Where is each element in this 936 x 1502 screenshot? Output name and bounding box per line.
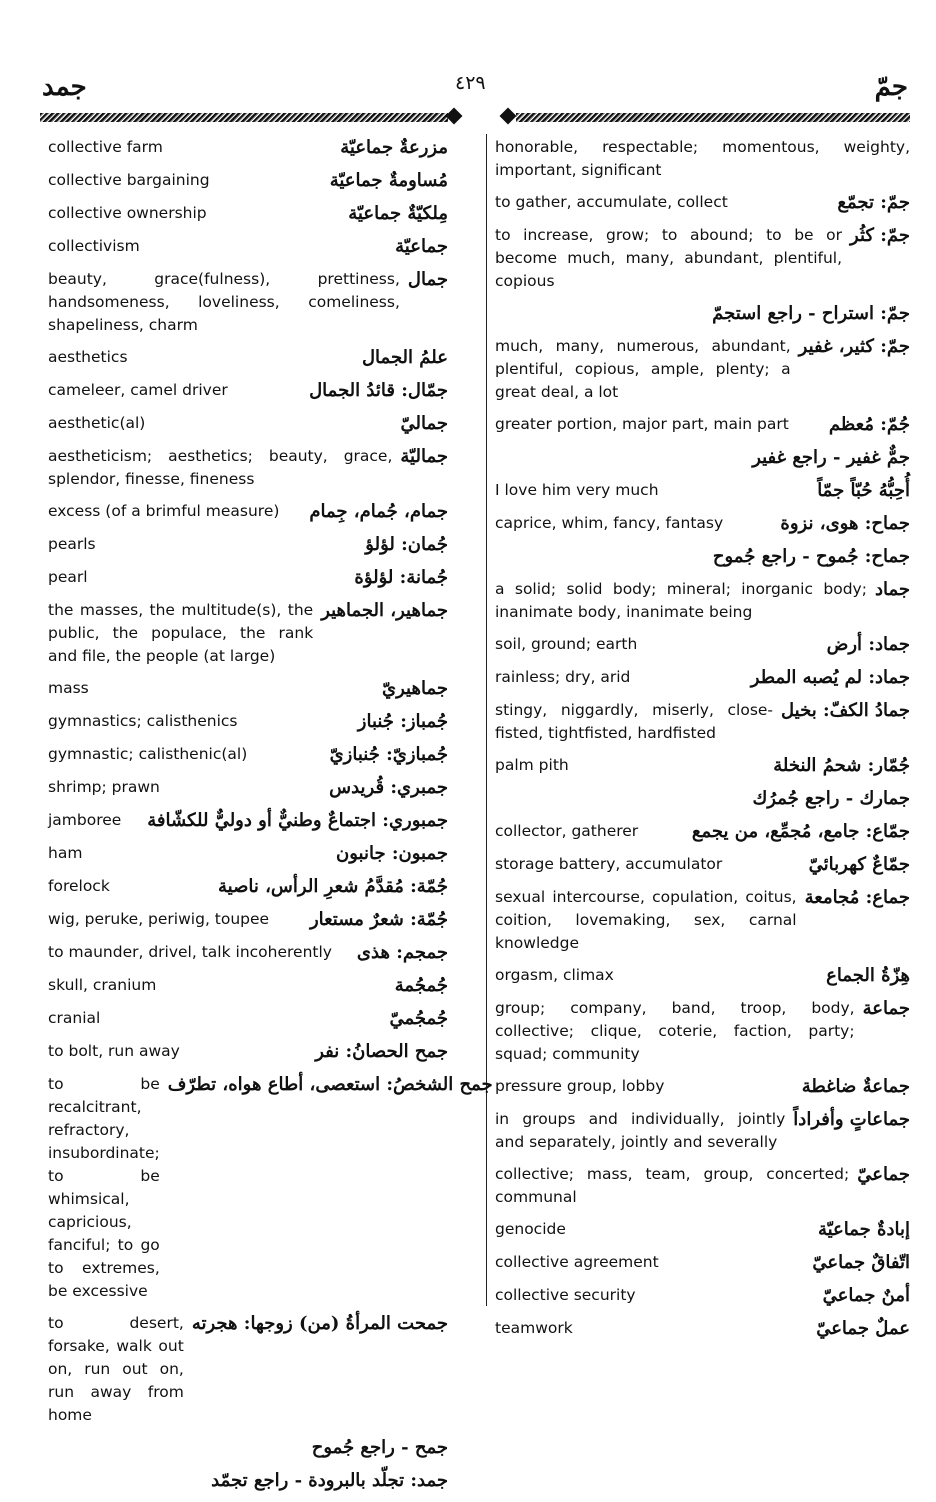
english-definition: collective; mass, team, group, concerted; communal (495, 1165, 850, 1206)
dictionary-entry (495, 633, 910, 657)
english-definition: collective ownership (48, 204, 207, 222)
arabic-headword: أُحِبُّهُ حُبّاً جمّاً (817, 480, 910, 501)
english-definition: genocide (495, 1220, 566, 1238)
dictionary-entry (48, 566, 448, 590)
english-definition: caprice, whim, fancy, fantasy (495, 514, 724, 532)
english-definition: much, many, numerous, abundant, plentiful, copious, ample, plenty; a great deal, a lot (495, 337, 791, 401)
arabic-headword: عملٌ جماعيّ (816, 1318, 910, 1339)
right-column (495, 136, 910, 1350)
running-head-left: جمد (42, 72, 87, 102)
arabic-headword: جُمباز: جُنباز (357, 711, 448, 732)
dictionary-entry (495, 335, 910, 404)
arabic-headword: أمنٌ جماعيّ (822, 1285, 910, 1306)
english-definition: greater portion, major part, main part (495, 415, 789, 433)
arabic-headword: جمد: تجلّد بالبرودة - راجع تجمّد (211, 1470, 448, 1491)
english-definition: jamboree (48, 811, 122, 829)
dictionary-entry (48, 235, 448, 259)
arabic-headword: جمح الحصانُ: نفر (315, 1041, 448, 1062)
dictionary-entry (48, 202, 448, 226)
arabic-headword: مزرعةٌ جماعيّة (340, 137, 448, 158)
english-definition: collective farm (48, 138, 163, 156)
english-definition: pearl (48, 568, 88, 586)
arabic-headword: جُمان: لؤلؤ (365, 534, 448, 555)
dictionary-entry (495, 446, 910, 470)
header-ornament-left (40, 108, 464, 126)
dictionary-entry (48, 974, 448, 998)
dictionary-entry (495, 1284, 910, 1308)
dictionary-entry (48, 842, 448, 866)
english-definition: stingy, niggardly, miserly, close-fisted, tightfisted, hardfisted (495, 701, 774, 742)
english-definition: I love him very much (495, 481, 659, 499)
dictionary-entry (495, 302, 910, 326)
english-definition: a solid; solid body; mineral; inorganic body; inanimate body, inanimate being (495, 580, 867, 621)
arabic-headword: جمحت المرأةُ (من) زوجها: هجرته (191, 1313, 448, 1334)
arabic-headword: جماعيّ (857, 1164, 910, 1185)
dictionary-entry (495, 820, 910, 844)
dictionary-entry (495, 1251, 910, 1275)
dictionary-entry (495, 1317, 910, 1341)
arabic-headword: جماليّ (400, 413, 448, 434)
dictionary-entry (48, 1040, 448, 1064)
dictionary-entry (48, 169, 448, 193)
english-definition: honorable, respectable; momentous, weighty, important, significant (495, 138, 910, 179)
arabic-headword: مُساومةٌ جماعيّة (329, 170, 448, 191)
arabic-headword: جمجم: هذى (356, 942, 448, 963)
arabic-headword: جماعيّة (395, 236, 448, 257)
dictionary-entry (495, 754, 910, 778)
dictionary-entry (48, 677, 448, 701)
english-definition: aesthetic(al) (48, 414, 146, 432)
english-definition: in groups and individually, jointly and separately, jointly and severally (495, 1110, 786, 1151)
arabic-headword: جمّاعٌ كهربائيّ (808, 854, 910, 875)
dictionary-entry (48, 533, 448, 557)
dictionary-entry (495, 191, 910, 215)
arabic-headword: جُمّة: شعرٌ مستعار (309, 909, 448, 930)
english-definition: excess (of a brimful measure) (48, 502, 280, 520)
dictionary-entry (48, 809, 448, 833)
dictionary-entry (495, 413, 910, 437)
arabic-headword: هِزّةُ الجماع (826, 965, 910, 986)
arabic-headword: جماح: جُموح - راجع جُموح (712, 546, 910, 567)
english-definition: aesthetics (48, 348, 128, 366)
dictionary-entry (48, 268, 448, 337)
dictionary-entry (48, 710, 448, 734)
dictionary-entry (495, 224, 910, 293)
english-definition: to maunder, drivel, talk incoherently (48, 943, 332, 961)
dictionary-entry (48, 1469, 448, 1493)
dictionary-entry (48, 599, 448, 668)
dictionary-entry (495, 1108, 910, 1154)
dictionary-entry (48, 412, 448, 436)
english-definition: group; company, band, troop, body, collective; clique, coterie, faction, party; squad; community (495, 999, 855, 1063)
dictionary-entry (495, 136, 910, 182)
arabic-headword: جماح: هوى، نزوة (780, 513, 910, 534)
english-definition: to increase, grow; to abound; to be or become much, many, abundant, plentiful, copious (495, 226, 843, 290)
dictionary-entry (48, 1436, 448, 1460)
dictionary-entry (495, 578, 910, 624)
english-definition: beauty, grace(fulness), prettiness, handsomeness, loveliness, comeliness, shapeliness, charm (48, 270, 400, 334)
dictionary-entry (495, 1218, 910, 1242)
dictionary-entry (495, 666, 910, 690)
arabic-headword: جمّ: كثير، غفير (798, 336, 910, 357)
dictionary-entry (495, 479, 910, 503)
english-definition: soil, ground; earth (495, 635, 638, 653)
english-definition: gymnastic; calisthenic(al) (48, 745, 248, 763)
arabic-headword: جمّال: قائدُ الجمال (309, 380, 448, 401)
arabic-headword: جماعةٌ ضاغطة (801, 1076, 910, 1097)
english-definition: to be recalcitrant, refractory, insubordinate; to be whimsical, capricious, fanciful; to go to extremes, be excessive (48, 1075, 160, 1300)
dictionary-entry (495, 512, 910, 536)
english-definition: to desert, forsake, walk out on, run out on, run away from home (48, 1314, 184, 1424)
english-definition: collective security (495, 1286, 636, 1304)
english-definition: pressure group, lobby (495, 1077, 665, 1095)
english-definition: orgasm, climax (495, 966, 614, 984)
arabic-headword: جمح - راجع جُموح (311, 1437, 448, 1458)
arabic-headword: جماع: مُجامعة (804, 887, 910, 908)
english-definition: collector, gatherer (495, 822, 639, 840)
left-column (48, 136, 493, 1502)
english-definition: the masses, the multitude(s), the public, the populace, the rank and file, the people (at large) (48, 601, 314, 665)
header-ornament-right (500, 108, 910, 126)
english-definition: cameleer, camel driver (48, 381, 228, 399)
arabic-headword: جُمبازيّ: جُنبازيّ (329, 744, 448, 765)
dictionary-entry (495, 997, 910, 1066)
dictionary-entry (48, 1312, 448, 1427)
arabic-headword: جماعاتٍ وأفراداً (793, 1109, 910, 1130)
dictionary-entry (48, 445, 448, 491)
dictionary-entry (495, 699, 910, 745)
dictionary-entry (48, 136, 448, 160)
arabic-headword: جُمّار: شحمُ النخلة (773, 755, 910, 776)
dictionary-entry (48, 1007, 448, 1031)
english-definition: ham (48, 844, 83, 862)
arabic-headword: جماد: لم يُصبه المطر (750, 667, 910, 688)
dictionary-entry (48, 875, 448, 899)
dictionary-entry (48, 1073, 493, 1303)
running-head-right: جمّ (874, 72, 908, 102)
arabic-headword: جماعة (862, 998, 910, 1019)
dictionary-entry (495, 853, 910, 877)
arabic-headword: جمّ: تجمّع (837, 192, 910, 213)
english-definition: cranial (48, 1009, 101, 1027)
english-definition: aestheticism; aesthetics; beauty, grace, splendor, finesse, fineness (48, 447, 393, 488)
english-definition: teamwork (495, 1319, 573, 1337)
english-definition: skull, cranium (48, 976, 157, 994)
arabic-headword: جُمانة: لؤلؤة (354, 567, 448, 588)
english-definition: pearls (48, 535, 96, 553)
english-definition: palm pith (495, 756, 569, 774)
english-definition: collective agreement (495, 1253, 659, 1271)
arabic-headword: جمٌّ غفير - راجع غفير (752, 447, 910, 468)
english-definition: wig, peruke, periwig, toupee (48, 910, 270, 928)
arabic-headword: جماهيريّ (382, 678, 448, 699)
english-definition: storage battery, accumulator (495, 855, 723, 873)
dictionary-entry (48, 908, 448, 932)
dictionary-entry (495, 1075, 910, 1099)
english-definition: to bolt, run away (48, 1042, 180, 1060)
arabic-headword: اتّفاقٌ جماعيّ (812, 1252, 910, 1273)
dictionary-entry (48, 743, 448, 767)
dictionary-entry (48, 941, 448, 965)
arabic-headword: جمادُ الكفّ: بخيل (781, 700, 910, 721)
arabic-headword: جُمّ: مُعظم (828, 414, 910, 435)
arabic-headword: جُمّة: مُقدَّمُ شعرِ الرأس، ناصية (218, 876, 448, 897)
dictionary-entry (495, 787, 910, 811)
arabic-headword: جمبري: قُريدس (329, 777, 448, 798)
dictionary-entry (495, 1163, 910, 1209)
english-definition: collectivism (48, 237, 140, 255)
dictionary-entry (495, 964, 910, 988)
column-divider (486, 134, 487, 1306)
arabic-headword: جماد (874, 579, 910, 600)
english-definition: shrimp; prawn (48, 778, 160, 796)
english-definition: sexual intercourse, copulation, coitus, coition, lovemaking, sex, carnal knowledge (495, 888, 797, 952)
dictionary-entry (48, 776, 448, 800)
arabic-headword: جمارك - راجع جُمرُك (752, 788, 910, 809)
arabic-headword: جمبون: جانبون (336, 843, 448, 864)
arabic-headword: جمّاع: جامع، مُجمِّع، من يجمع (691, 821, 910, 842)
english-definition: to gather, accumulate, collect (495, 193, 728, 211)
arabic-headword: جماد: أرض (826, 634, 910, 655)
english-definition: forelock (48, 877, 110, 895)
arabic-headword: جُمجُمة (394, 975, 448, 996)
dictionary-entry (48, 500, 448, 524)
english-definition: collective bargaining (48, 171, 210, 189)
dictionary-entry (48, 346, 448, 370)
arabic-headword: جمام، جُمام، جِمام (309, 501, 448, 522)
arabic-headword: جمبوري: اجتماعٌ وطنيٌّ أو دوليٌّ للكشّافة (147, 810, 448, 831)
dictionary-entry (495, 545, 910, 569)
arabic-headword: جماليّة (400, 446, 448, 467)
arabic-headword: علمُ الجمال (361, 347, 448, 368)
arabic-headword: جماهير، الجماهير (321, 600, 448, 621)
arabic-headword: جمال (407, 269, 448, 290)
english-definition: mass (48, 679, 89, 697)
page-number: ٤٢٩ (455, 72, 486, 94)
arabic-headword: جُمجُميّ (389, 1008, 448, 1029)
dictionary-entry (495, 886, 910, 955)
arabic-headword: إبادةٌ جماعيّة (817, 1219, 910, 1240)
english-definition: gymnastics; calisthenics (48, 712, 238, 730)
arabic-headword: جمّ: استراح - راجع استجمّ (712, 303, 910, 324)
arabic-headword: جمح الشخصُ: استعصى، أطاع هواه، تطرّف (167, 1074, 493, 1095)
english-definition: rainless; dry, arid (495, 668, 631, 686)
dictionary-entry (48, 379, 448, 403)
arabic-headword: مِلكيّةٌ جماعيّة (348, 203, 448, 224)
arabic-headword: جمّ: كثُر (850, 225, 910, 246)
